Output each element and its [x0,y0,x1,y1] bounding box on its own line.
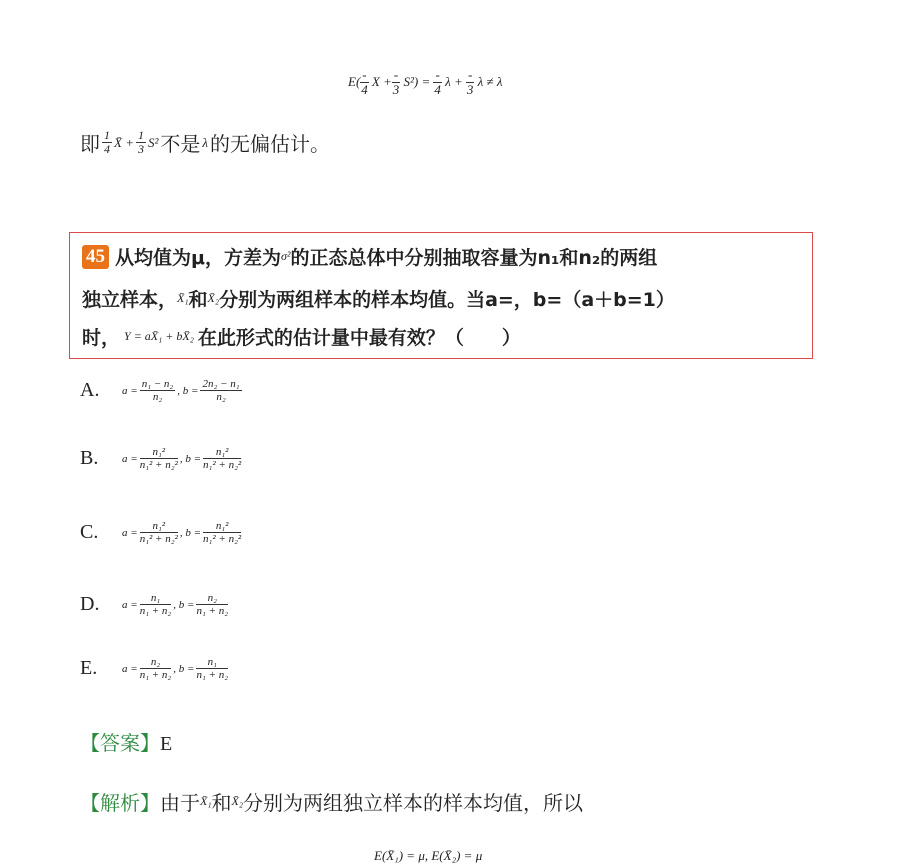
numerator: n₁² [203,520,241,533]
conclusion-text: 不是 [160,132,201,156]
numerator: n₂ [140,656,172,669]
conclusion-line [80,128,330,157]
conclusion-text: 的无偏估计。 [210,132,331,156]
denominator: n₁ + n₂ [139,669,172,682]
numerator: 1 [104,127,110,142]
question-line-1 [82,243,657,270]
fraction [203,446,241,471]
option-c[interactable] [80,520,241,545]
numerator: n₁² [203,446,241,459]
question-line-2 [82,285,675,312]
eq-text: λ ≠ λ [477,73,503,89]
eq-text: E( [348,73,361,89]
x-bar-term: X̄ + [114,134,134,150]
x2-bar: X̄₂ [207,291,220,305]
option-label: A. [80,379,100,402]
option-label: D. [80,593,100,616]
denominator: 4 [104,142,110,156]
denominator: n₂ [152,391,163,404]
option-label: C. [80,521,99,544]
estimator-formula: Y = aX̄₁ + bX̄₂ [124,329,194,343]
top-equation [348,68,502,98]
option-formula: a = $\frac{\text{n₁}}{\text{n₁ + n₂}}$ , b = $\frac{\text{n₂}}{\text{n₁ + n₂}}$ [122,592,229,618]
numerator: - [435,67,440,82]
option-formula: a = $\frac{\text{n₂}}{\text{n₁ + n₂}}$ , b = $\frac{\text{n₁}}{\text{n₁ + n₂}}$ [122,656,229,682]
fraction [392,68,400,98]
bottom-equation: E(X̄₁) = μ, E(X̄₂) = μ [374,848,483,863]
denominator: n₁ + n₂ [196,605,229,618]
question-text: 分别为两组样本的样本均值。当a=，b=（a＋b=1） [219,289,675,311]
question-number-badge: 45 [82,245,109,269]
denominator: 3 [392,82,400,98]
question-text: 时， [82,327,121,349]
question-line-3 [82,323,521,350]
eq-text: X [371,73,380,89]
option-e[interactable] [80,656,228,681]
question-text: 独立样本， [82,289,178,311]
answer-line [80,727,172,756]
fraction [140,656,172,681]
denominator: 4 [361,82,368,98]
denominator: 4 [434,82,441,98]
fraction [140,592,172,617]
option-label: B. [80,447,99,470]
numerator: - [393,67,399,82]
option-formula: a = $\frac{\text{n₁ − n₂}}{\text{n₂}}$ , b = $\frac{\text{2n₂ − n₁}}{\text{n₂}}$ [122,378,240,404]
numerator: n₁ − n₂ [141,378,174,390]
conclusion-prefix: 即 [80,132,100,156]
option-formula: a = $\frac{\text{n₁²}}{\text{n₁² + n₂²}}$ , b = $\frac{\text{n₁²}}{\text{n₁² + n₂²}}$ [122,446,242,472]
fraction [433,68,441,98]
explanation-text: 由于 [160,791,200,815]
denominator: n₂ [216,391,226,404]
denominator: n₁² + n₂² [203,533,242,546]
explanation-text: 分别为两组独立样本的样本均值，所以 [243,791,584,815]
option-b[interactable] [80,446,241,471]
denominator: n₁² + n₂² [203,459,242,472]
question-text: 从均值为μ，方差为 [115,247,281,269]
x1-bar: X̄₁ [177,291,189,305]
eq-text: S²) [403,73,419,89]
numerator: 2n₂ − n₁ [202,378,240,390]
denominator: n₁ + n₂ [139,605,172,618]
sigma-squared: σ² [280,249,291,263]
answer-value: E [160,733,173,755]
eq-text: λ + [445,73,463,89]
fraction [200,378,241,403]
numerator: n₁² [140,520,178,533]
question-text: 在此形式的估计量中最有效？（ ） [197,327,521,349]
x1-bar: X̄₁ [200,794,212,808]
x2-bar: X̄₂ [231,794,244,808]
explanation-line [80,787,583,816]
numerator: - [467,67,473,82]
fraction [203,520,241,545]
option-formula: a = $\frac{\text{n₁²}}{\text{n₁² + n₂²}}$ , b = $\frac{\text{n₁²}}{\text{n₁² + n₂²}}$ [122,520,242,546]
fraction [102,129,112,156]
option-label: E. [80,657,98,680]
fraction [140,520,178,545]
lambda-symbol: λ [202,134,209,150]
explanation-text: 和 [211,791,232,815]
fraction [360,68,368,98]
explanation-tag: 【解析】 [80,791,160,815]
eq-text: + [383,73,392,89]
fraction [136,129,146,156]
denominator: n₁² + n₂² [139,459,178,472]
numerator: n₁ [140,592,172,605]
fraction [196,592,228,617]
numerator: - [362,67,367,82]
denominator: n₁² + n₂² [139,533,178,546]
question-box [69,232,813,359]
option-a[interactable] [80,378,242,403]
numerator: n₁² [140,446,178,459]
question-text: 和 [188,289,208,311]
s-squared-term: S² [147,134,159,150]
eq-text: = [421,73,431,89]
option-d[interactable] [80,592,228,617]
answer-tag: 【答案】 [80,731,160,755]
fraction [140,378,176,403]
question-text: 的正态总体中分别抽取容量为n₁和n₂的两组 [290,247,658,269]
denominator: 3 [137,142,144,156]
fraction [466,68,474,98]
numerator: 1 [137,127,144,142]
denominator: n₁ + n₂ [196,669,229,682]
numerator: n₁ [196,656,228,669]
numerator: n₂ [196,592,228,605]
denominator: 3 [466,82,474,98]
fraction [140,446,178,471]
fraction [196,656,228,681]
